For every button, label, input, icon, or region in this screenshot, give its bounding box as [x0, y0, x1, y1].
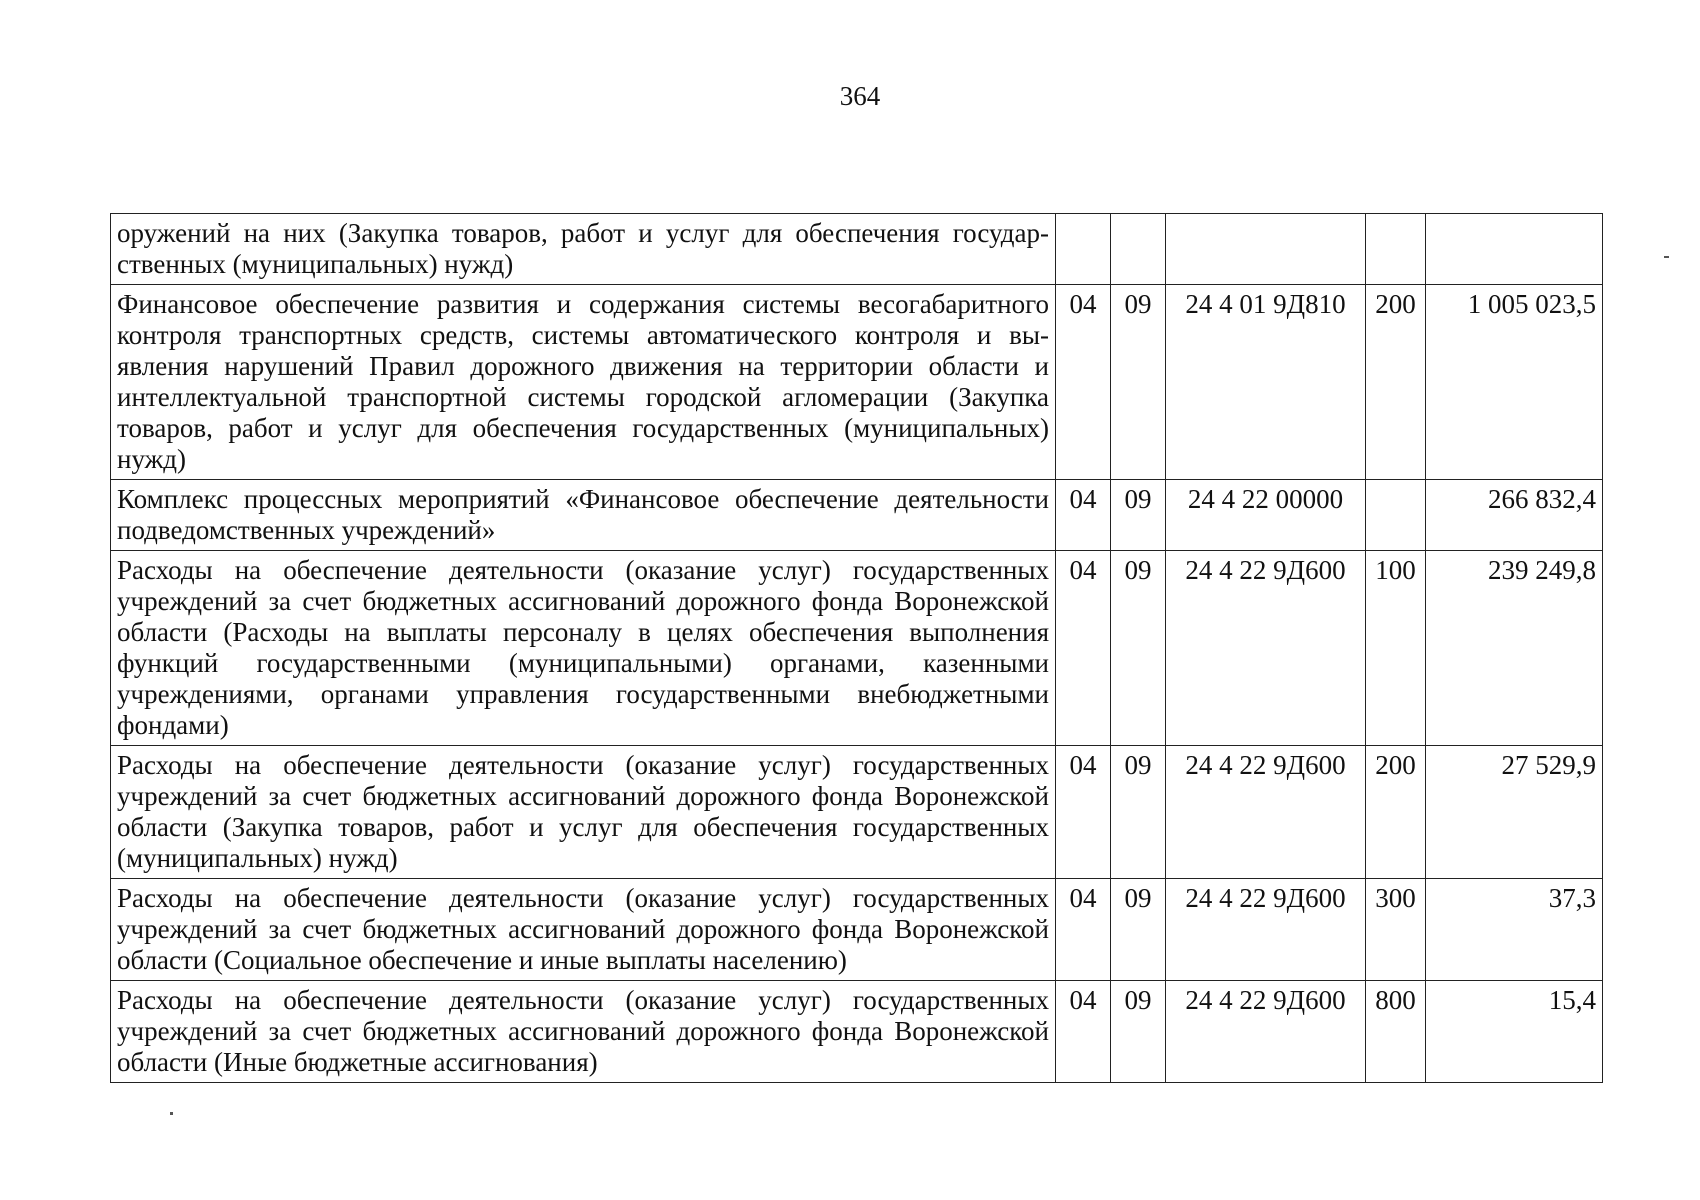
row-section-code: 04 [1056, 746, 1111, 879]
row-target-article-code [1166, 214, 1366, 285]
table-row [111, 879, 1603, 981]
row-expense-type-code: 200 [1366, 285, 1426, 480]
row-expense-type-code [1366, 480, 1426, 551]
row-expense-type-code: 800 [1366, 981, 1426, 1083]
row-expense-type-code: 100 [1366, 551, 1426, 746]
row-expense-type-code [1366, 214, 1426, 285]
row-description: Комплекс процессных мероприятий «Финансовое обеспечение деятельности подведомственных учреждений» [111, 480, 1056, 551]
row-section-code: 04 [1056, 879, 1111, 981]
row-description: Финансовое обеспечение развития и содержания системы весогабаритного контроля транспортных средств, системы автоматического контроля и выявления нарушений Правил дорожного движения на территории области и интеллектуальной транспортной системы городской агломерации (Закупка товаров, работ и услуг для обеспечения государственных (муниципальных) нужд) [111, 285, 1056, 480]
row-amount: 239 249,8 [1426, 551, 1603, 746]
page-number: 364 [839, 81, 881, 111]
row-subsection-code: 09 [1111, 746, 1166, 879]
row-target-article-code: 24 4 22 9Д600 [1166, 551, 1366, 746]
table-row [111, 746, 1603, 879]
row-description: Расходы на обеспечение деятельности (оказание услуг) государственных учреждений за счет бюджетных ассигнований дорожного фонда Воронежской области (Расходы на выплаты персоналу в целях обеспечения выполнения функций государственными (муниципальными) органами, казенными учреждениями, органами управления государственными внебюджетными фондами) [111, 551, 1056, 746]
row-target-article-code: 24 4 22 9Д600 [1166, 879, 1366, 981]
row-target-article-code: 24 4 01 9Д810 [1166, 285, 1366, 480]
row-section-code [1056, 214, 1111, 285]
row-subsection-code: 09 [1111, 480, 1166, 551]
row-subsection-code: 09 [1111, 551, 1166, 746]
scan-speck [170, 1112, 173, 1115]
row-amount: 27 529,9 [1426, 746, 1603, 879]
row-amount: 37,3 [1426, 879, 1603, 981]
table-row [111, 285, 1603, 480]
row-target-article-code: 24 4 22 00000 [1166, 480, 1366, 551]
row-section-code: 04 [1056, 480, 1111, 551]
row-amount: 15,4 [1426, 981, 1603, 1083]
table-row [111, 551, 1603, 746]
row-expense-type-code: 200 [1366, 746, 1426, 879]
table-row [111, 480, 1603, 551]
table-row [111, 214, 1603, 285]
row-subsection-code: 09 [1111, 981, 1166, 1083]
row-description: Расходы на обеспечение деятельности (оказание услуг) государственных учреждений за счет бюджетных ассигнований дорожного фонда Воронежской области (Социальное обеспечение и иные выплаты населению) [111, 879, 1056, 981]
row-section-code: 04 [1056, 981, 1111, 1083]
row-target-article-code: 24 4 22 9Д600 [1166, 981, 1366, 1083]
row-amount: 1 005 023,5 [1426, 285, 1603, 480]
row-section-code: 04 [1056, 285, 1111, 480]
row-expense-type-code: 300 [1366, 879, 1426, 981]
row-subsection-code: 09 [1111, 879, 1166, 981]
row-description: Расходы на обеспечение деятельности (оказание услуг) государственных учреждений за счет бюджетных ассигнований дорожного фонда Воронежской области (Иные бюджетные ассигнования) [111, 981, 1056, 1083]
budget-table [110, 213, 1603, 1083]
row-section-code: 04 [1056, 551, 1111, 746]
row-subsection-code [1111, 214, 1166, 285]
table-row [111, 981, 1603, 1083]
row-amount: 266 832,4 [1426, 480, 1603, 551]
row-amount [1426, 214, 1603, 285]
row-description: Расходы на обеспечение деятельности (оказание услуг) государственных учреждений за счет бюджетных ассигнований дорожного фонда Воронежской области (Закупка товаров, работ и услуг для обеспечения государственных (муниципальных) нужд) [111, 746, 1056, 879]
row-subsection-code: 09 [1111, 285, 1166, 480]
row-description: оружений на них (Закупка товаров, работ и услуг для обеспечения государственных (муниципальных) нужд) [111, 214, 1056, 285]
scan-speck [1664, 256, 1669, 258]
row-target-article-code: 24 4 22 9Д600 [1166, 746, 1366, 879]
